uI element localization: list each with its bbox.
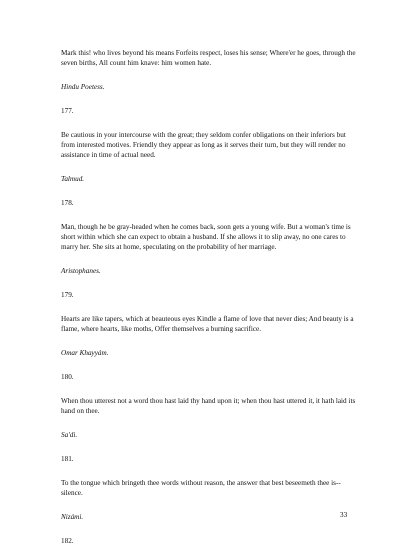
quote-author: Hindu Poetess. [61, 83, 105, 91]
entry-number: 182. [61, 537, 74, 545]
quote-author: Omar Khayyám. [61, 349, 109, 357]
quote-paragraph: Hearts are like tapers, which at beauteous eyes Kindle a flame of love that never dies; And beauty is a flame, where hearts, like moths, Offer themselves a burning sacrifice. [61, 315, 354, 333]
entry-number: 181. [61, 455, 74, 463]
quote-author: Sa'di. [61, 431, 78, 439]
quote-paragraph: Man, though he be gray-headed when he comes back, soon gets a young wife. But a woman's time is short within which she can expect to obtain a husband. If she allows it to slip away, no one cares to marry her. She sits at home, speculating on the probability of her marriage. [61, 223, 351, 251]
entry-number: 178. [61, 199, 74, 207]
page-number: 33 [340, 511, 348, 519]
entry-number: 179. [61, 291, 74, 299]
entry-number: 177. [61, 107, 74, 115]
quote-paragraph: To the tongue which bringeth thee words without reason, the answer that best beseemeth thee is--silence. [61, 479, 341, 497]
quote-author: Talmud. [61, 175, 85, 183]
quote-author: Nizámi. [61, 513, 84, 521]
quote-author: Aristophanes. [61, 267, 101, 275]
quote-paragraph: When thou utterest not a word thou hast laid thy hand upon it; when thou hast uttered it, it hath laid its hand on thee. [61, 397, 356, 415]
entry-number: 180. [61, 373, 74, 381]
quote-paragraph: Be cautious in your intercourse with the great; they seldom confer obligations on their inferiors but from interested motives. Friendly they appear as long as it serves their turn, but they will render no assistance in time of actual need. [61, 131, 346, 159]
quote-paragraph: Mark this! who lives beyond his means Forfeits respect, loses his sense; Where'er he goes, through the seven births, All count him knave: him women hate. [61, 49, 356, 67]
page-body [61, 48, 361, 560]
